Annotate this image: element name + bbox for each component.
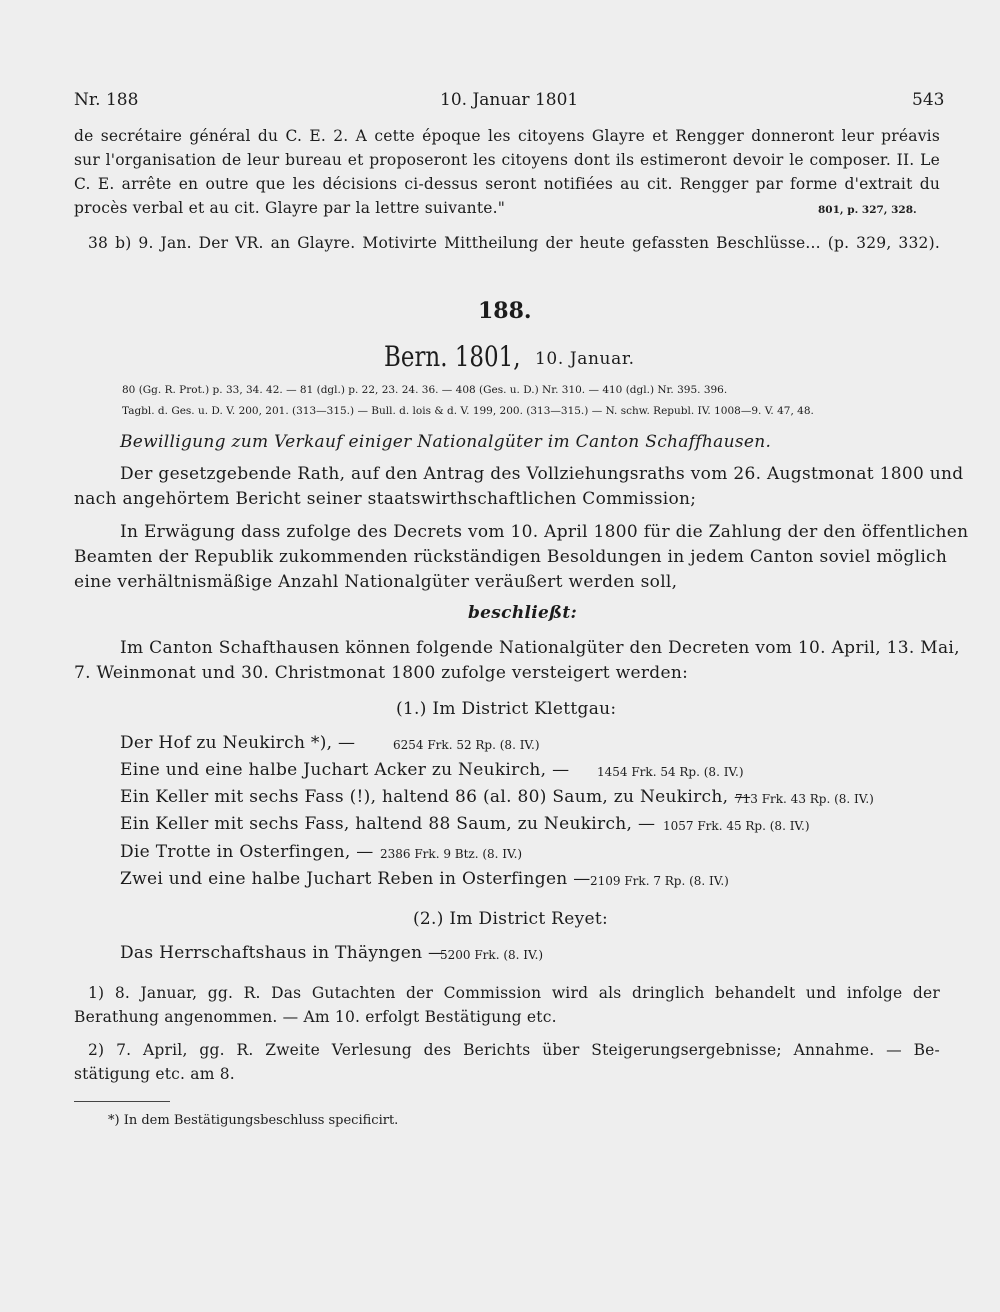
footnote: *) In dem Bestätigungsbeschluss specificirt. (108, 1113, 399, 1128)
header-date: 10. Januar 1801 (440, 90, 579, 110)
note-1-line-2: Berathung angenommen. — Am 10. erfolgt Bestätigung etc. (74, 1008, 557, 1026)
decree-line-1: Im Canton Schafthausen können folgende Nationalgüter den Decreten vom 10. April, 13. Mai, (120, 638, 960, 658)
prev-line-4: procès verbal et au cit. Glayre par la lettre suivante." (74, 199, 506, 217)
consideration-line-1: In Erwägung dass zufolge des Decrets vom 10. April 1800 für die Zahlung der den öffentlichen (120, 522, 969, 542)
item-4-value: 1057 Frk. 45 Rp. (8. IV.) (663, 819, 810, 833)
item-6-value: 2109 Frk. 7 Rp. (8. IV.) (590, 874, 729, 888)
item-1-value: 6254 Frk. 52 Rp. (8. IV.) (393, 738, 540, 752)
decree-line-2: 7. Weinmonat und 30. Christmonat 1800 zufolge versteigert werden: (74, 663, 689, 683)
note-2-line-1: 2) 7. April, gg. R. Zweite Verlesung des Berichts über Steigerungsergebnisse; Annahme. — Be- (88, 1041, 940, 1059)
item-7-label: Das Herrschaftshaus in Thäyngen — (120, 943, 446, 963)
district-klettgau-heading (396, 699, 616, 719)
preamble-line-1: Der gesetzgebende Rath, auf den Antrag des Vollziehungsraths vom 26. Augstmonat 1800 und (120, 464, 964, 484)
item-4-label: Ein Keller mit sechs Fass, haltend 88 Saum, zu Neukirch, — (120, 814, 656, 834)
page-number: 543 (912, 90, 945, 110)
item-7-value: 5200 Frk. (8. IV.) (440, 948, 544, 962)
item-5-label: Die Trotte in Osterfingen, — (120, 842, 374, 862)
item-2-value: 1454 Frk. 54 Rp. (8. IV.) (597, 765, 744, 779)
prev-reference: 801, p. 327, 328. (818, 204, 917, 216)
header-number: Nr. 188 (74, 90, 139, 110)
note-2-line-2: stätigung etc. am 8. (74, 1065, 235, 1083)
document-number: 188. (478, 298, 532, 324)
prev-line-5: 38 b) 9. Jan. Der VR. an Glayre. Motivirte Mittheilung der heute gefassten Beschlüsse... (p. 329, 332). (88, 234, 940, 252)
consideration-line-2: Beamten der Republik zukommenden rückständigen Besoldungen in jedem Canton soviel möglich (74, 547, 948, 567)
source-line-1: 80 (Gg. R. Prot.) p. 33, 34. 42. — 81 (dgl.) p. 22, 23. 24. 36. — 408 (Ges. u. D.) Nr. 310. — 410 (dgl.) Nr. 395. 396. (122, 384, 728, 396)
consideration-line-3: eine verhältnismäßige Anzahl Nationalgüter veräußert werden soll, (74, 572, 678, 592)
district-klettgau-label: (1.) Im District Klettgau: (396, 699, 617, 719)
resolves-heading: beschließt: (468, 603, 578, 623)
preamble-line-2: nach angehörtem Bericht seiner staatswirthschaftlichen Commission; (74, 489, 697, 509)
prev-line-2: sur l'organisation de leur bureau et proposeront les citoyens dont ils estimeront devoir le composer. II. Le (74, 151, 940, 169)
item-3-value: 713 Frk. 43 Rp. (8. IV.) (735, 792, 874, 806)
prev-line-1: de secrétaire général du C. E. 2. A cette époque les citoyens Glayre et Rengger donneront leur préavis (74, 127, 940, 145)
item-5-value: 2386 Frk. 9 Btz. (8. IV.) (380, 847, 523, 861)
item-3-label: Ein Keller mit sechs Fass (!), haltend 86 (al. 80) Saum, zu Neukirch, — (120, 787, 752, 807)
document-date: 10. Januar. (535, 349, 635, 369)
source-line-2: Tagbl. d. Ges. u. D. V. 200, 201. (313—315.) — Bull. d. lois & d. V. 199, 200. (313—315.) — N. schw. Republ. IV. 1008—9. V. 47, 48. (122, 405, 814, 417)
item-6-label: Zwei und eine halbe Juchart Reben in Osterfingen — (120, 869, 591, 889)
document-title: Bewilligung zum Verkauf einiger Nationalgüter im Canton Schaffhausen. (120, 432, 772, 452)
item-1-label: Der Hof zu Neukirch *), — (120, 733, 356, 753)
district-reyet-label: (2.) Im District Reyet: (413, 909, 609, 929)
note-1-line-1: 1) 8. Januar, gg. R. Das Gutachten der Commission wird als dringlich behandelt und infolge der (88, 984, 940, 1002)
item-2-label: Eine und eine halbe Juchart Acker zu Neukirch, — (120, 760, 570, 780)
footnote-divider (74, 1101, 170, 1102)
prev-line-3: C. E. arrête en outre que les décisions ci-dessus seront notifiées au cit. Rengger par forme d'extrait du (74, 175, 940, 193)
document-place-year: Bern. 1801, (384, 340, 521, 373)
district-reyet-heading (413, 909, 608, 929)
